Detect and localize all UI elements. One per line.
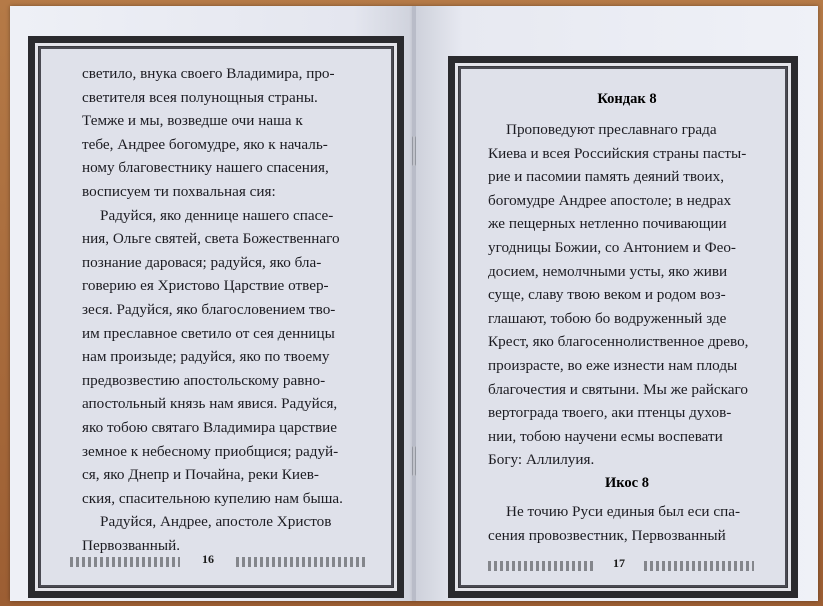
text-line: ния, Ольге святей, света Божественнаго: [82, 230, 340, 248]
text-line: Не точию Руси единыя был еси спа-: [506, 503, 741, 520]
kondak-text: [488, 118, 766, 472]
text-line: яко тобою святаго Владимира царствие: [82, 418, 338, 436]
text-line: Киева и всея Российския страны пасты-: [488, 144, 747, 162]
text-line: ския, спасительною купелию нам быша.: [82, 489, 343, 507]
text-line: Темже и мы, возведше очи наша к: [82, 112, 303, 130]
text-line: Радуйся, Андрее, апостоле Христов: [100, 513, 332, 531]
booklet-spine: [412, 6, 416, 601]
text-line: светителя всея полунощныя страны.: [82, 88, 318, 106]
text-line: благочестия и святыни. Мы же райскаго: [488, 380, 748, 398]
kondak-heading: Кондак 8: [597, 91, 657, 107]
text-line: Крест, яко благосеннолиственное древо,: [488, 333, 749, 351]
text-line: же пещерных нетленно почивающии: [488, 215, 727, 233]
text-line: досием, немолчными усты, яко живи: [488, 262, 728, 280]
staple-bottom: [412, 446, 416, 476]
text-line: рие и пасомии память деяний твоих,: [488, 168, 725, 186]
text-line: восписуем ти похвальная сия:: [82, 182, 276, 200]
text-line: угодницы Божии, со Антонием и Фео-: [488, 238, 736, 256]
ikos-text: [488, 500, 766, 547]
text-line: произрасте, во еже изнести нам плоды: [488, 356, 738, 374]
text-line: Радуйся, яко деннице нашего спасе-: [100, 206, 334, 224]
text-line: глашают, тобою бо водруженный зде: [488, 309, 727, 327]
text-line: ному благовестнику нашего спасения,: [82, 159, 329, 177]
left-page-text: [82, 62, 372, 557]
text-line: нам произыде; радуйся, яко по твоему: [82, 348, 330, 366]
page-number-left: 16: [196, 552, 220, 567]
text-line: тебе, Андрее богомудре, яко к началь-: [82, 135, 328, 153]
text-line: предвозвестию апостольскому равно-: [82, 371, 326, 389]
page-footer-ornament-left: [488, 561, 593, 571]
text-line: суще, славу твою веком и родом воз-: [488, 286, 726, 304]
text-line: вертограда твоего, аки птенцы духов-: [488, 404, 732, 422]
text-line: Богу: Аллилуия.: [488, 451, 595, 469]
text-line: земное к небесному приобщися; радуй-: [82, 442, 339, 460]
ikos-heading: Икос 8: [604, 475, 649, 491]
staple-top: [412, 136, 416, 166]
page-number-right: 17: [607, 556, 631, 571]
text-line: говерию ея Христово Царствие отвер-: [82, 277, 329, 295]
text-line: познание даровася; радуйся, яко бла-: [82, 253, 322, 271]
text-line: нии, тобою научени есмы воспевати: [488, 427, 723, 445]
page-footer-ornament-right: [236, 557, 366, 567]
text-line: сения провозвестник, Первозванный: [488, 526, 726, 544]
text-line: ся, яко Днепр и Почайна, реки Киев-: [82, 466, 319, 484]
text-line: им преславное светило от сея денницы: [82, 324, 335, 342]
text-line: Проповедуют преславнаго града: [506, 121, 717, 138]
text-line: зеся. Радуйся, яко благословением тво-: [82, 300, 336, 318]
text-line: светило, внука своего Владимира, про-: [82, 65, 335, 82]
page-footer-ornament-left: [70, 557, 180, 567]
page-footer-ornament-right: [644, 561, 754, 571]
text-line: апостольный князь нам явися. Радуйся,: [82, 395, 338, 413]
text-line: Первозванный.: [82, 536, 181, 554]
text-line: богомудре Андрее апостоле; в недрах: [488, 191, 732, 209]
